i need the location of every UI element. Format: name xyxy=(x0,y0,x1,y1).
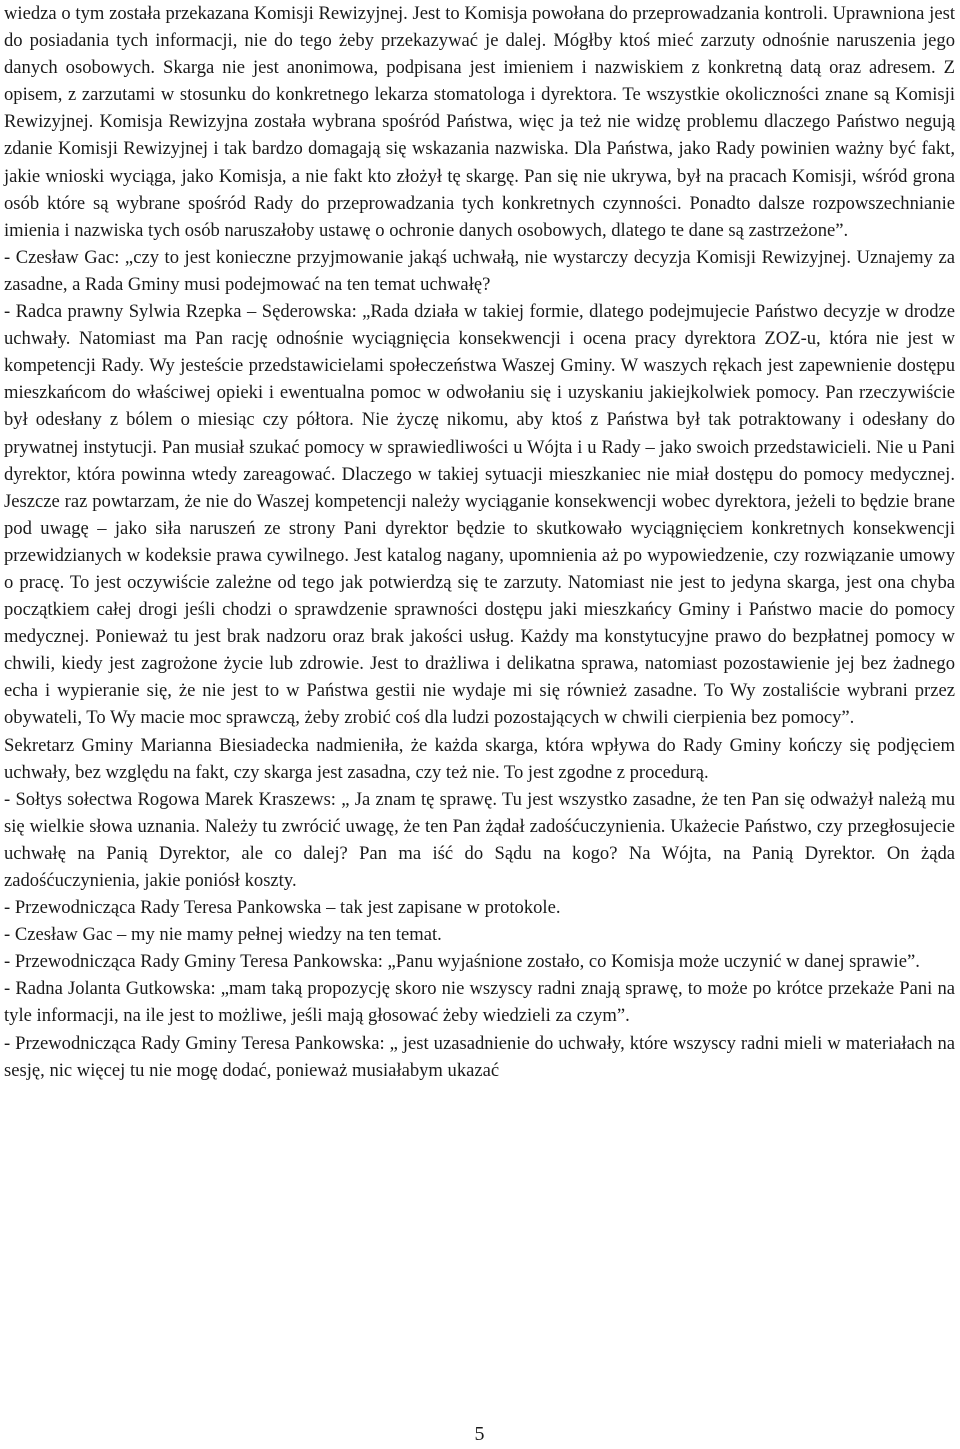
paragraph-czeslaw-gac-knowledge: - Czesław Gac – my nie mamy pełnej wiedzy na ten temat. xyxy=(4,924,442,946)
paragraph-czeslaw-gac-question: - Czesław Gac: „czy to jest konieczne przyjmowanie jakąś uchwałą, nie wystarczy decyzja Komisji Rewizyjnej. Uznajemy za zasadne, a Rada Gminy musi podejmować na ten temat uchwałę? xyxy=(4,246,955,295)
paragraph-chairwoman-commission: - Przewodnicząca Rady Gminy Teresa Pankowska: „Panu wyjaśnione zostało, co Komisja może uczynić w danej sprawie”. xyxy=(4,951,920,973)
paragraph-councillor-gutkowska: - Radna Jolanta Gutkowska: „mam taką propozycję skoro nie wszyscy radni znają sprawę, to może po krótce przekaże Pani na tyle informacji, na ile jest to możliwe, jeśli mają głosować żeby wiedzieli za czym”. xyxy=(4,978,955,1027)
document-page xyxy=(4,0,955,1449)
paragraph-secretary-statement: Sekretarz Gminy Marianna Biesiadecka nadmieniła, że każda skarga, która wpływa do Rady Gminy kończy się podjęciem uchwały, bez względu na fakt, czy skarga jest zasadna, czy też nie. To jest zgodne z procedurą. xyxy=(4,734,955,783)
paragraph-legal-counsel-statement: - Radca prawny Sylwia Rzepka – Sęderowska: „Rada działa w takiej formie, dlatego podejmujecie Państwo decyzje w drodze uchwały. Natomiast ma Pan rację odnośnie wyciągnięcia konsekwencji i ocena pracy dyrektora ZOZ-u, która nie jest w kompetencji Rady. Wy jesteście przedstawicielami społeczeństwa Waszej Gminy. W waszych rękach jest zapewnienie dostępu mieszkańcom do właściwej opieki i ewentualna pomoc w odwołaniu się i uzyskaniu jakiejkolwiek pomocy. Pan rzeczywiście był odesłany z bólem o miesiąc czy półtora. Nie życzę nikomu, aby ktoś z Państwa był tak potraktowany i odesłany do prywatnej instytucji. Pan musiał szukać pomocy w sprawiedliwości u Wójta i u Rady – jako swoich przedstawicieli. Nie u Pani dyrektor, która powinna wtedy zareagować. Dlaczego w takiej sytuacji mieszkaniec nie miał dostępu do pomocy medycznej. Jeszcze raz powtarzam, że nie do Waszej kompetencji należy wyciąganie konsekwencji wobec dyrektora, jeżeli to będzie brane pod uwagę – jako siła naruszeń ze strony Pani dyrektor będzie to skutkowało wyciągnięciem konkretnych konsekwencji przewidzianych w kodeksie prawa cywilnego. Jest katalog nagany, upomnienia aż po wypowiedzenie, czy rozwiązanie umowy o pracę. To jest oczywiście zależne od tego jak potwierdzą się te zarzuty. Natomiast nie jest to jedyna skarga, jest ona chyba początkiem całej drogi jeśli chodzi o sprawdzenie sprawności dostępu jaki mieszkańcy Gminy i Państwo macie do pomocy medycznej. Ponieważ tu jest brak nadzoru oraz brak jakości usług. Każdy ma konstytucyjne prawo do bezpłatnej pomocy w chwili, kiedy jest zagrożone życie lub zdrowie. Jest to drażliwa i delikatna sprawa, natomiast pozostawienie jej bez żadnego echa i wypieranie się, że nie jest to w Państwa gestii nie wydaje mi się również zasadne. To Wy zostaliście wybrani przez obywateli, To Wy macie moc sprawczą, żeby zrobić coś dla ludzi pozostających w chwili cierpienia bez pomocy”. xyxy=(4,301,955,729)
paragraph-chairwoman-justification: - Przewodnicząca Rady Gminy Teresa Pankowska: „ jest uzasadnienie do uchwały, które wszyscy radni mieli w materiałach na sesję, nic więcej tu nie mogę dodać, ponieważ musiałabym ukazać xyxy=(4,1032,955,1081)
paragraph-chairwoman-protocol: - Przewodnicząca Rady Teresa Pankowska – tak jest zapisane w protokole. xyxy=(4,897,561,919)
paragraph-soltys-statement: - Sołtys sołectwa Rogowa Marek Kraszews: „ Ja znam tę sprawę. Tu jest wszystko zasadne, że ten Pan się odważył należą mu się wielkie słowa uznania. Należy tu zwrócić uwagę, że ten Pan żądał zadośćuczynienia. Ukażecie Państwo, czy przegłosujecie uchwałę na Panią Dyrektor, ale co dalej? Pan ma iść do Sądu na kogo? Na Wójta, na Panią Dyrektor. On żąda zadośćuczynienia, jakie poniósł koszty. xyxy=(4,788,955,891)
page-number: 5 xyxy=(474,1423,485,1445)
paragraph-complaint-explanation: wiedza o tym została przekazana Komisji Rewizyjnej. Jest to Komisja powołana do przeprowadzania kontroli. Uprawniona jest do posiadania tych informacji, nie do tego żeby przekazywać je dalej. Mógłby ktoś mieć zarzuty odnośnie naruszenia jego danych osobowych. Skarga nie jest anonimowa, podpisana jest imieniem i nazwiskiem z konkretną datą oraz adresem. Z opisem, z zarzutami w stosunku do konkretnego lekarza stomatologa i dyrektora. Te wszystkie okoliczności znane są Komisji Rewizyjnej. Komisja Rewizyjna została wybrana spośród Państwa, więc ja też nie widzę problemu dlaczego Państwo negują zdanie Komisji Rewizyjnej i tak bardzo domagają się wskazania nazwiska. Dla Państwa, jako Rady powinien ważny być fakt, jakie wnioski wyciąga, jako Komisja, a nie fakt kto złożył tę skargę. Pan się nie ukrywa, był na pracach Komisji, wśród grona osób które są wybrane spośród Rady do przeprowadzania tych konkretnych czynności. Ponadto dalsze rozpowszechnianie imienia i nazwiska tych osób naruszałoby ustawę o ochronie danych osobowych, dlatego te dane są zastrzeżone”. xyxy=(4,3,955,241)
